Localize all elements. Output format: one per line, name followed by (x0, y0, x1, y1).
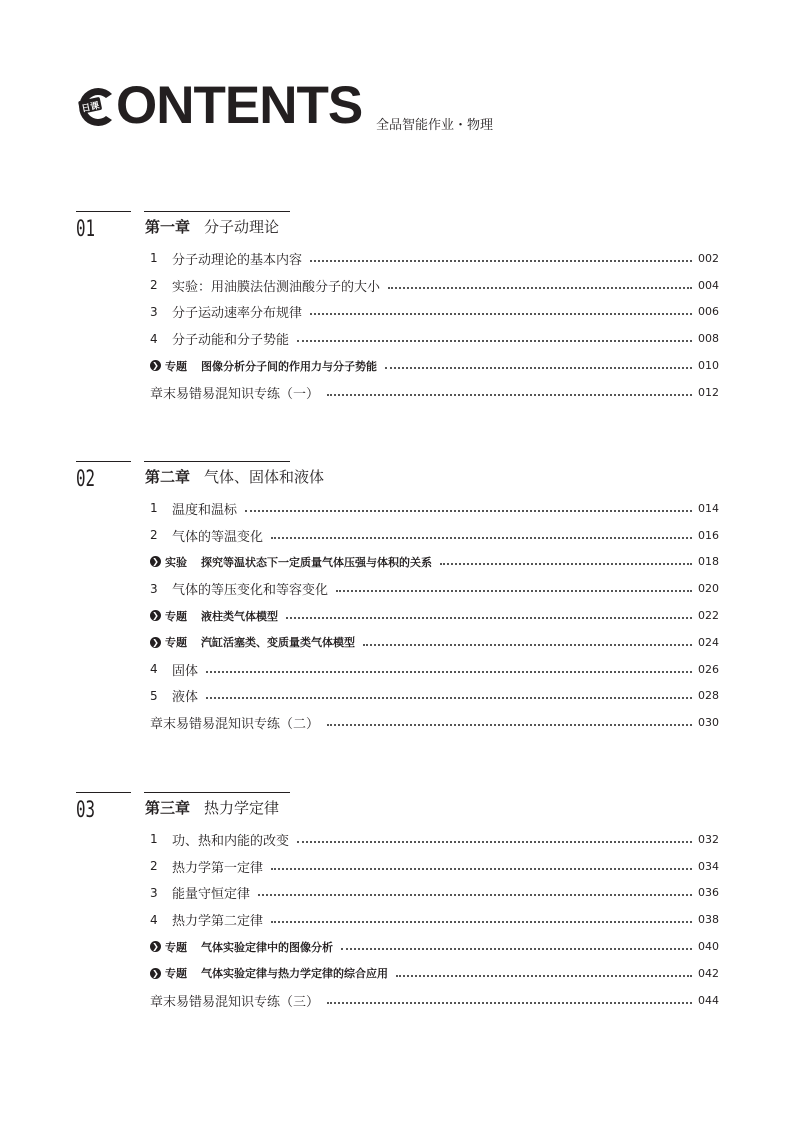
lesson-entry[interactable] (150, 575, 718, 602)
entry-title: 分子动理论的基本内容 (172, 252, 303, 268)
entry-index: 2 (150, 278, 158, 293)
dot-leader (327, 393, 692, 396)
entry-title: 气体实验定律中的图像分析 (201, 940, 333, 954)
dot-leader (271, 536, 692, 539)
chapter-title-rule (144, 461, 290, 462)
dot-leader (440, 562, 692, 565)
dot-leader (271, 920, 692, 923)
page-number: 042 (698, 966, 719, 980)
entry-tag (150, 608, 187, 624)
lesson-entry[interactable] (150, 325, 718, 352)
chapter-number: 03 (76, 798, 96, 823)
dot-leader (286, 616, 692, 619)
entry-index: 2 (150, 528, 158, 543)
dot-leader (310, 259, 692, 262)
dot-leader (206, 670, 692, 673)
chapter-name: 热力学定律 (204, 799, 280, 817)
entry-index: 3 (150, 581, 158, 596)
page-number: 004 (698, 278, 719, 292)
entry-index: 3 (150, 885, 158, 900)
chapter-title-rule (144, 792, 290, 793)
dot-leader (341, 947, 692, 950)
entry-tag (150, 939, 187, 955)
chapter-entry-list (150, 495, 718, 736)
chapter-title-rule (144, 211, 290, 212)
dot-leader (327, 723, 692, 726)
entry-title: 气体的等压变化和等容变化 (172, 583, 329, 599)
entry-index: 1 (150, 501, 158, 516)
entry-title: 能量守恒定律 (172, 887, 251, 903)
chapter-name: 分子动理论 (204, 218, 280, 236)
entry-title: 实验：用油膜法估测油酸分子的大小 (172, 279, 381, 295)
dot-leader (396, 974, 692, 977)
entry-tag-label: 专题 (165, 359, 187, 373)
dot-leader (327, 1001, 692, 1004)
dot-leader (206, 696, 692, 699)
entry-title: 液体 (172, 690, 199, 706)
entry-title: 图像分析分子间的作用力与分子势能 (201, 359, 377, 373)
page-number: 030 (698, 716, 719, 730)
chapter-number: 01 (76, 217, 96, 242)
entry-title: 探究等温状态下一定质量气体压强与体积的关系 (201, 555, 432, 569)
dot-leader (385, 366, 692, 369)
lesson-entry[interactable] (150, 880, 718, 907)
lesson-entry[interactable] (150, 495, 718, 522)
entry-tag-label: 专题 (165, 609, 187, 623)
entry-title: 分子动能和分子势能 (172, 333, 290, 349)
svg-text:日课: 日课 (80, 101, 101, 115)
dot-leader (271, 867, 692, 870)
arrow-right-icon: ❯ (150, 556, 161, 567)
entry-tag (150, 358, 187, 374)
chapter-name: 气体、固体和液体 (204, 468, 325, 486)
topic-entry[interactable] (150, 933, 718, 960)
entry-tag (150, 634, 187, 650)
arrow-right-icon: ❯ (150, 637, 161, 648)
entry-title: 功、热和内能的改变 (172, 833, 290, 849)
chapter-number: 02 (76, 467, 96, 492)
page-number: 040 (698, 940, 719, 954)
entry-tag-label: 实验 (165, 555, 187, 569)
topic-entry[interactable] (150, 629, 718, 656)
lesson-entry[interactable] (150, 299, 718, 326)
page-number: 020 (698, 582, 719, 596)
topic-entry[interactable] (150, 549, 718, 576)
topic-entry[interactable] (150, 352, 718, 379)
entry-title: 温度和温标 (172, 502, 238, 518)
arrow-right-icon: ❯ (150, 968, 161, 979)
book-subtitle: 全品智能作业・物理 (376, 118, 494, 133)
entry-title: 章末易错易混知识专练（三） (150, 994, 320, 1010)
entry-tag (150, 554, 187, 570)
page-number: 014 (698, 501, 719, 515)
page-number: 008 (698, 332, 719, 346)
entry-index: 3 (150, 304, 158, 319)
page-number: 012 (698, 385, 719, 399)
contents-title: ONTENTS (116, 76, 363, 135)
chapter-label: 第二章 (145, 468, 191, 486)
dot-leader (336, 589, 692, 592)
dot-leader (388, 286, 692, 289)
entry-index: 4 (150, 912, 158, 927)
chapter-label: 第一章 (145, 218, 191, 236)
page-number: 044 (698, 993, 719, 1007)
chapter-entry-list (150, 826, 718, 1014)
page-number: 024 (698, 635, 719, 649)
entry-index: 1 (150, 251, 158, 266)
entry-title: 分子运动速率分布规律 (172, 306, 303, 322)
lesson-entry[interactable] (150, 245, 718, 272)
dot-leader (258, 893, 692, 896)
lesson-entry[interactable] (150, 906, 718, 933)
entry-tag-label: 专题 (165, 967, 187, 981)
lesson-entry[interactable] (150, 656, 718, 683)
page-number: 036 (698, 886, 719, 900)
entry-index: 5 (150, 688, 158, 703)
entry-title: 气体的等温变化 (172, 529, 264, 545)
entry-title: 液柱类气体模型 (201, 609, 278, 623)
entry-index: 4 (150, 331, 158, 346)
chapter-title[interactable] (145, 797, 279, 818)
page-number: 018 (698, 555, 719, 569)
lesson-entry[interactable] (150, 683, 718, 710)
lesson-entry[interactable] (150, 272, 718, 299)
arrow-right-icon: ❯ (150, 610, 161, 621)
lesson-entry[interactable] (150, 826, 718, 853)
dot-leader (297, 339, 692, 342)
topic-entry[interactable] (150, 602, 718, 629)
chapter-number-rule (76, 461, 131, 462)
chapter-entry-list (150, 245, 718, 406)
entry-index: 1 (150, 832, 158, 847)
arrow-right-icon: ❯ (150, 941, 161, 952)
entry-index: 4 (150, 662, 158, 677)
entry-tag-label: 专题 (165, 940, 187, 954)
chapter-number-rule (76, 211, 131, 212)
entry-tag (150, 965, 187, 981)
entry-title: 固体 (172, 663, 199, 679)
entry-tag-label: 专题 (165, 636, 187, 650)
entry-title: 热力学第一定律 (172, 860, 264, 876)
dot-leader (363, 643, 692, 646)
page-number: 028 (698, 689, 719, 703)
entry-title: 热力学第二定律 (172, 914, 264, 930)
page-number: 038 (698, 913, 719, 927)
page-number: 026 (698, 662, 719, 676)
dot-leader (310, 312, 692, 315)
chapter-number-rule (76, 792, 131, 793)
page-number: 010 (698, 359, 719, 373)
entry-title: 章末易错易混知识专练（一） (150, 386, 320, 402)
entry-index: 2 (150, 859, 158, 874)
review-entry[interactable] (150, 987, 718, 1014)
page-number: 016 (698, 528, 719, 542)
arrow-right-icon: ❯ (150, 360, 161, 371)
review-entry[interactable] (150, 709, 718, 736)
page-number: 034 (698, 859, 719, 873)
page-number: 032 (698, 832, 719, 846)
page-number: 022 (698, 609, 719, 623)
chapter-title[interactable] (145, 466, 324, 487)
topic-entry[interactable] (150, 960, 718, 987)
dot-leader (297, 840, 692, 843)
entry-title: 气体实验定律与热力学定律的综合应用 (201, 967, 388, 981)
dot-leader (245, 509, 692, 512)
lesson-entry[interactable] (150, 522, 718, 549)
entry-title: 章末易错易混知识专练（二） (150, 717, 320, 733)
chapter-label: 第三章 (145, 799, 191, 817)
entry-title: 汽缸活塞类、变质量类气体模型 (201, 636, 355, 650)
lesson-entry[interactable] (150, 853, 718, 880)
page-number: 006 (698, 305, 719, 319)
logo-c-icon (76, 86, 116, 128)
chapter-title[interactable] (145, 216, 279, 237)
page-number: 002 (698, 251, 719, 265)
review-entry[interactable] (150, 379, 718, 406)
